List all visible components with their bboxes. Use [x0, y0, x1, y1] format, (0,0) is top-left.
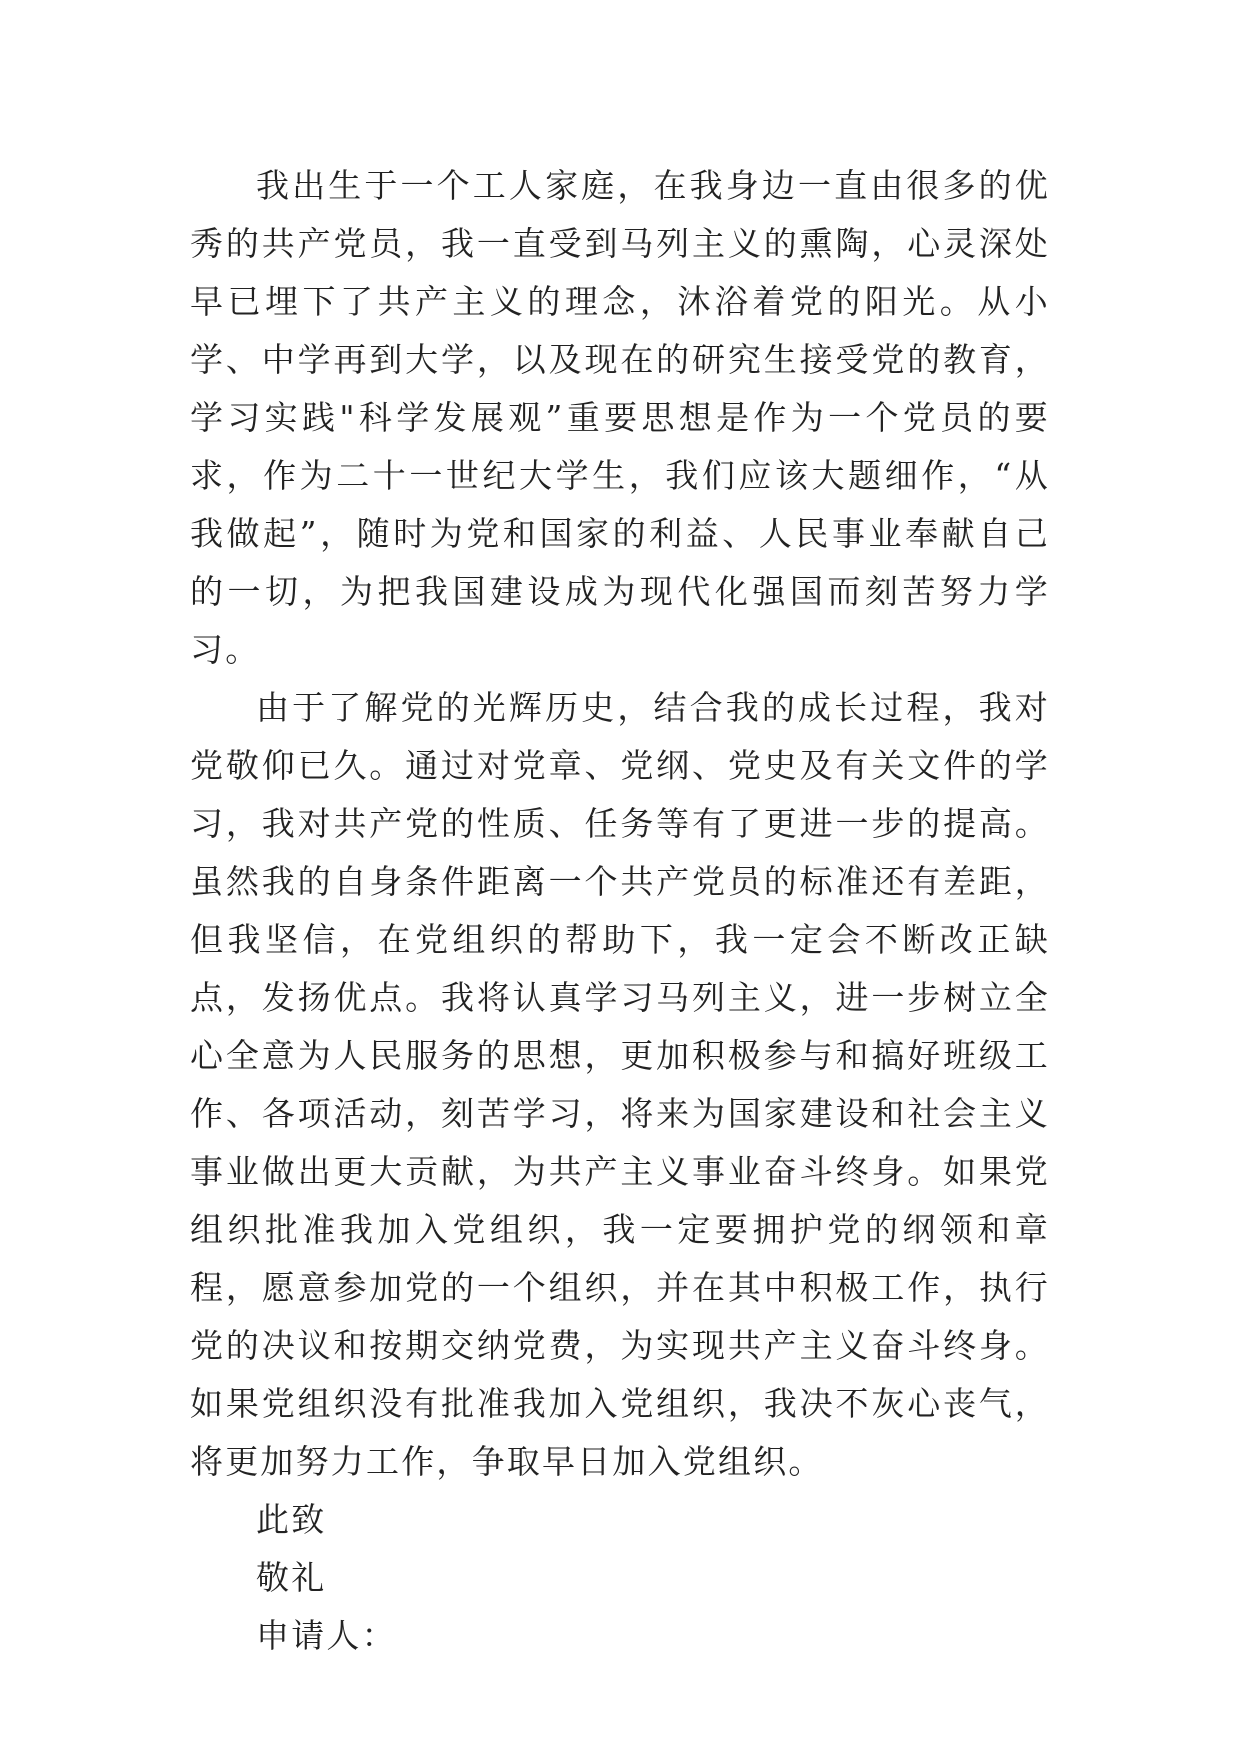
document-body: [190, 157, 1050, 1665]
signature-label: 申请人：: [256, 1616, 397, 1655]
salutation-cizhi: 此致: [256, 1500, 327, 1539]
paragraph-family-background: 我出生于一个工人家庭，在我身边一直由很多的优秀的共产党员，我一直受到马列主义的熏陶，心灵深处早已埋下了共产主义的理念，沐浴着党的阳光。从小学、中学再到大学，以及现在的研究生接受党的教育，学习实践"科学发展观”重要思想是作为一个党员的要求，作为二十一世纪大学生，我们应该大题细作，“从我做起”，随时为党和国家的利益、人民事业奉献自己的一切，为把我国建设成为现代化强国而刻苦努力学习。: [190, 166, 1050, 669]
salutation-jingli: 敬礼: [256, 1558, 327, 1597]
paragraph-commitment: 由于了解党的光辉历史，结合我的成长过程，我对党敬仰已久。通过对党章、党纲、党史及有关文件的学习，我对共产党的性质、任务等有了更进一步的提高。虽然我的自身条件距离一个共产党员的标准还有差距，但我坚信，在党组织的帮助下，我一定会不断改正缺点，发扬优点。我将认真学习马列主义，进一步树立全心全意为人民服务的思想，更加积极参与和搞好班级工作、各项活动，刻苦学习，将来为国家建设和社会主义事业做出更大贡献，为共产主义事业奋斗终身。如果党组织批准我加入党组织，我一定要拥护党的纲领和章程，愿意参加党的一个组织，并在其中积极工作，执行党的决议和按期交纳党费，为实现共产主义奋斗终身。如果党组织没有批准我加入党组织，我决不灰心丧气，将更加努力工作，争取早日加入党组织。: [190, 688, 1050, 1481]
